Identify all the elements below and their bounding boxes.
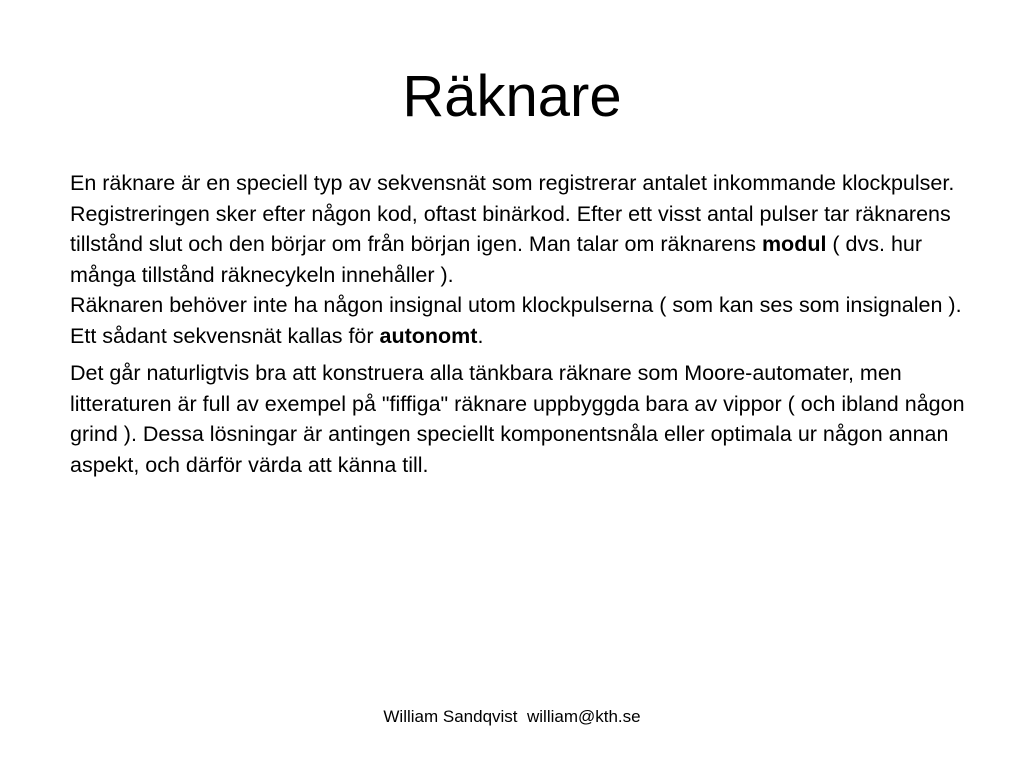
- paragraph-autonomous: [70, 290, 970, 351]
- paragraph-text: Räknaren behöver inte ha någon insignal utom klockpulserna ( som kan ses som insignalen ). Ett sådant sekvensnät kallas för: [70, 293, 962, 348]
- paragraph-text: En räknare är en speciell typ av sekvensnät som registrerar antalet inkommande klockpulser. Registreringen sker efter någon kod, oftast binärkod. Efter ett visst antal pulser tar räknarens tillstånd slut och den börjar om från början igen. Man talar om räknarens: [70, 171, 955, 256]
- bold-term-modul: modul: [761, 232, 827, 256]
- slide-footer: [0, 706, 1024, 728]
- slide-body: [70, 168, 970, 480]
- slide-title: Räknare: [402, 64, 622, 129]
- paragraph-moore-automata: Det går naturligtvis bra att konstruera alla tänkbara räknare som Moore-automater, men litteraturen är full av exempel på "fiffiga" räknare uppbyggda bara av vippor ( och ibland någon grind ). Dessa lösningar är antingen speciellt komponentsnåla eller optimala ur någon annan aspekt, och därför värda att känna till.: [70, 361, 965, 477]
- paragraph-text: ( dvs. hur många tillstånd räknecykeln innehåller ).: [70, 232, 923, 287]
- bold-term-autonomt: autonomt: [379, 323, 478, 348]
- footer-email: william@kth.se: [526, 707, 641, 726]
- paragraph-text: .: [477, 323, 484, 348]
- footer-author: William Sandqvist: [383, 707, 518, 726]
- paragraph-counter-definition: [70, 168, 970, 290]
